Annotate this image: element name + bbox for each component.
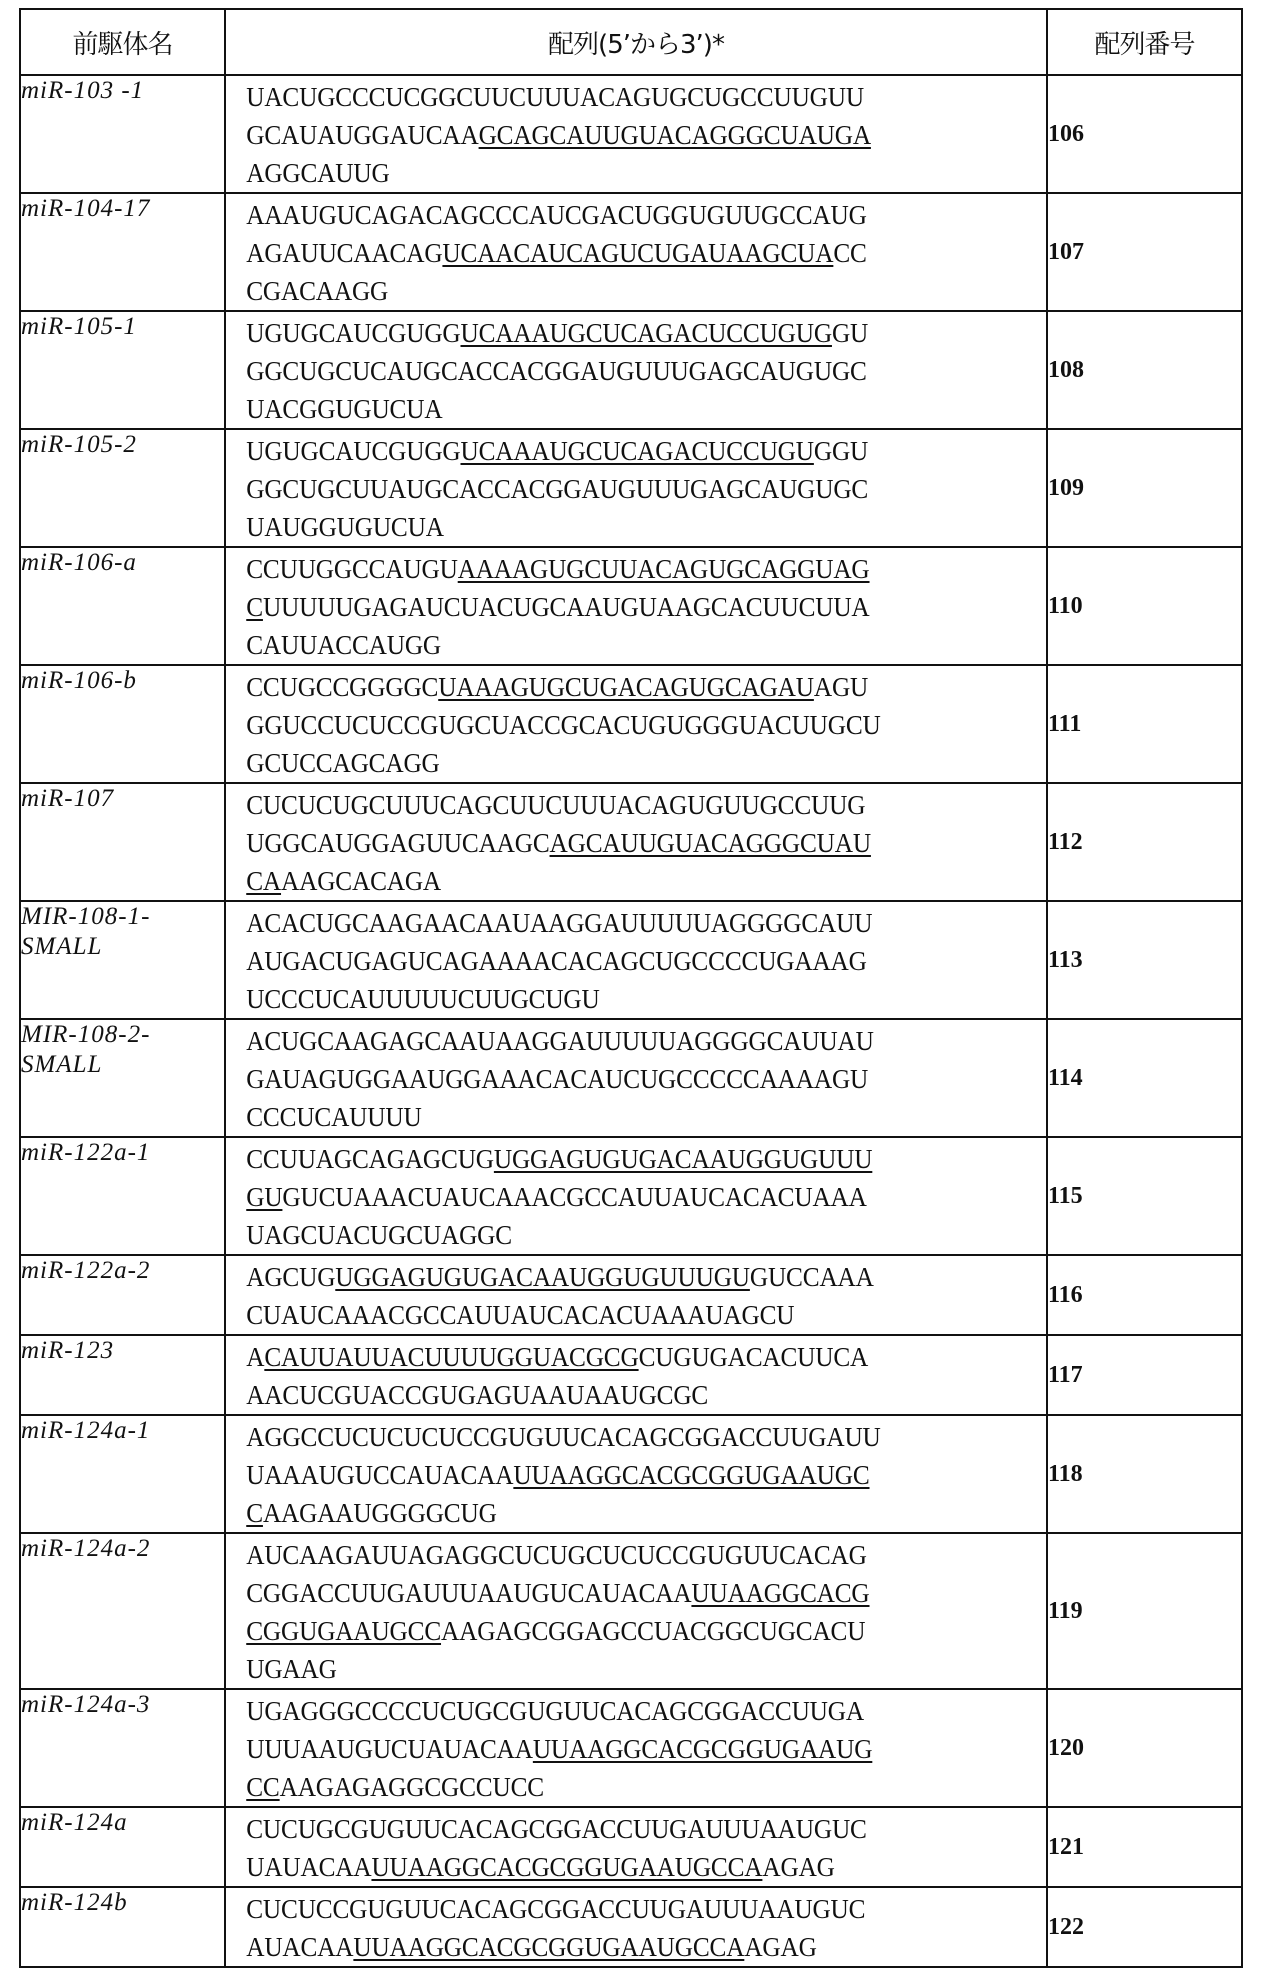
sequence-line (246, 824, 980, 862)
precursor-name-cell: miR-123 (20, 1335, 225, 1415)
sequence-segment: AGAG (762, 1851, 835, 1882)
sequence-segment: GGUCCUCUCCGUGCUACCGCACUGUGGGUACUUGCU (246, 709, 881, 740)
sequence-text (226, 76, 980, 192)
mature-mirna-segment: UCAACAUCAGUCUGAUAAGCUA (442, 237, 834, 268)
sequence-line (246, 1022, 980, 1060)
sequence-segment: GUCCAAA (749, 1261, 874, 1292)
sequence-text (226, 1138, 980, 1254)
sequence-segment: UAGCUACUGCUAGGC (246, 1219, 512, 1250)
table-header-row (20, 9, 1242, 75)
sequence-line (246, 1178, 980, 1216)
table-row (20, 193, 1242, 311)
mature-mirna-segment: UUAAGGCACGCGGUGAAUGC (513, 1459, 870, 1490)
sequence-segment: UAAAUGUCCAUACAA (246, 1459, 514, 1490)
sequence-cell (225, 901, 1047, 1019)
table-row (20, 547, 1242, 665)
sequence-line (246, 942, 980, 980)
precursor-name-cell: miR-103 -1 (20, 75, 225, 193)
sequence-segment: AGAG (744, 1931, 817, 1962)
sequence-segment: CCCUCAUUUU (246, 1101, 422, 1132)
sequence-segment: AUGACUGAGUCAGAAAACACAGCUGCCCCUGAAAG (246, 945, 867, 976)
seq-id-cell: 122 (1047, 1887, 1242, 1967)
sequence-line (246, 390, 980, 428)
table-row (20, 311, 1242, 429)
sequence-segment: CCUUGGCCAUGU (246, 553, 458, 584)
sequence-cell (225, 547, 1047, 665)
sequence-segment: AUACAA (246, 1931, 354, 1962)
table-row (20, 1137, 1242, 1255)
sequence-cell (225, 1335, 1047, 1415)
sequence-cell (225, 1255, 1047, 1335)
sequence-line (246, 352, 980, 390)
mature-mirna-segment: UUAAGGCACG (691, 1577, 870, 1608)
sequence-line (246, 314, 980, 352)
sequence-segment: CC (833, 237, 867, 268)
mature-mirna-segment: CC (246, 1771, 280, 1802)
sequence-segment: AAGAGAGGCGCCUCC (279, 1771, 544, 1802)
sequence-line (246, 196, 980, 234)
seq-id-cell: 110 (1047, 547, 1242, 665)
sequence-text (226, 1416, 980, 1532)
table-row (20, 783, 1242, 901)
precursor-name-cell: miR-104-17 (20, 193, 225, 311)
mature-mirna-segment: UCAAAUGCUCAGACUCCUGU (460, 435, 814, 466)
table-row (20, 901, 1242, 1019)
sequence-segment: AGGCAUUG (246, 157, 390, 188)
sequence-line (246, 588, 980, 626)
sequence-line (246, 1216, 980, 1254)
sequence-segment: AUCAAGAUUAGAGGCUCUGCUCUCCGUGUUCACAG (246, 1539, 867, 1570)
sequence-line (246, 626, 980, 664)
mature-mirna-segment: CAUUAUUACUUUUGGUACGCG (264, 1341, 639, 1372)
sequence-line (246, 1730, 980, 1768)
table-row (20, 75, 1242, 193)
sequence-cell (225, 75, 1047, 193)
sequence-segment: UACGGUGUCUA (246, 393, 443, 424)
sequence-segment: AGAUUCAACAG (246, 237, 443, 268)
sequence-line (246, 550, 980, 588)
seq-id-cell: 120 (1047, 1689, 1242, 1807)
table-body (20, 75, 1242, 1967)
sequence-line (246, 234, 980, 272)
sequence-segment: UAUGGUGUCUA (246, 511, 444, 542)
sequence-line (246, 786, 980, 824)
precursor-name-cell: miR-124a (20, 1807, 225, 1887)
sequence-cell (225, 1887, 1047, 1967)
sequence-line (246, 1376, 980, 1414)
sequence-line (246, 1612, 980, 1650)
sequence-segment: CGGACCUUGAUUUAAUGUCAUACAA (246, 1577, 692, 1608)
sequence-segment: UAUACAA (246, 1851, 372, 1882)
mature-mirna-segment: CA (246, 865, 282, 896)
mature-mirna-segment: UUAAGGCACGCGGUGAAUGCCA (353, 1931, 745, 1962)
sequence-text (226, 1808, 980, 1886)
sequence-segment: UUUAAUGUCUAUACAA (246, 1733, 533, 1764)
table-row (20, 1019, 1242, 1137)
precursor-name-cell: miR-124a-1 (20, 1415, 225, 1533)
mature-mirna-segment: UUAAGGCACGCGGUGAAUGCCA (371, 1851, 763, 1882)
sequence-line (246, 1848, 980, 1886)
sequence-segment: UGUGCAUCGUGG (246, 435, 461, 466)
seq-id-cell: 118 (1047, 1415, 1242, 1533)
seq-id-cell: 111 (1047, 665, 1242, 783)
mature-mirna-segment: UCAAAUGCUCAGACUCCUGUG (460, 317, 832, 348)
table-row (20, 1807, 1242, 1887)
sequence-segment: CUCUCUGCUUUCAGCUUCUUUACAGUGUUGCCUUG (246, 789, 866, 820)
mature-mirna-segment: CGGUGAAUGCC (246, 1615, 442, 1646)
sequence-line (246, 904, 980, 942)
sequence-segment: UGGCAUGGAGUUCAAGC (246, 827, 550, 858)
sequence-text (226, 194, 980, 310)
sequence-segment: GGCUGCUUAUGCACCACGGAUGUUUGAGCAUGUGC (246, 473, 869, 504)
sequence-segment: AGGCCUCUCUCUCCGUGUUCACAGCGGACCUUGAUU (246, 1421, 881, 1452)
sequence-line (246, 1418, 980, 1456)
sequence-segment: ACACUGCAAGAACAAUAAGGAUUUUUAGGGGCAUU (246, 907, 873, 938)
seq-id-cell: 108 (1047, 311, 1242, 429)
sequence-cell (225, 1019, 1047, 1137)
sequence-cell (225, 1807, 1047, 1887)
mature-mirna-segment: AGCAUUGUACAGGGCUAU (549, 827, 871, 858)
header-precursor-name: 前駆体名 (20, 9, 225, 75)
precursor-name-cell: miR-122a-1 (20, 1137, 225, 1255)
sequence-cell (225, 665, 1047, 783)
table-row (20, 1335, 1242, 1415)
sequence-line (246, 1098, 980, 1136)
sequence-cell (225, 193, 1047, 311)
sequence-text (226, 1534, 980, 1688)
sequence-text (226, 666, 980, 782)
sequence-line (246, 1928, 980, 1966)
seq-id-cell: 114 (1047, 1019, 1242, 1137)
sequence-segment: GU (831, 317, 869, 348)
seq-id-cell: 112 (1047, 783, 1242, 901)
seq-id-cell: 109 (1047, 429, 1242, 547)
sequence-line (246, 1494, 980, 1532)
sequence-line (246, 1574, 980, 1612)
seq-id-cell: 107 (1047, 193, 1242, 311)
precursor-name-cell: miR-106-b (20, 665, 225, 783)
seq-id-cell: 116 (1047, 1255, 1242, 1335)
precursor-name-cell: miR-124a-3 (20, 1689, 225, 1807)
seq-id-cell: 113 (1047, 901, 1242, 1019)
mature-mirna-segment: GCAGCAUUGUACAGGGCUAUGA (478, 119, 871, 150)
sequence-cell (225, 1137, 1047, 1255)
header-sequence: 配列(5’から3’)* (225, 9, 1047, 75)
sequence-text (226, 902, 980, 1018)
mature-mirna-segment: GU (246, 1181, 283, 1212)
sequence-segment: CUAUCAAACGCCAUUAUCACACUAAAUAGCU (246, 1299, 795, 1330)
sequence-text (226, 784, 980, 900)
sequence-line (246, 1060, 980, 1098)
table-row (20, 1255, 1242, 1335)
sequence-line (246, 1456, 980, 1494)
precursor-name-cell: MIR-108-2- SMALL (20, 1019, 225, 1137)
sequence-line (246, 706, 980, 744)
sequence-cell (225, 1415, 1047, 1533)
sequence-segment: ACUGCAAGAGCAAUAAGGAUUUUUAGGGGCAUUAU (246, 1025, 874, 1056)
mature-mirna-segment: UGGAGUGUGACAAUGGUGUUU (493, 1143, 873, 1174)
sequence-line (246, 1650, 980, 1688)
sequence-segment: AGCUG (246, 1261, 336, 1292)
header-seq-id: 配列番号 (1047, 9, 1242, 75)
sequence-line (246, 432, 980, 470)
sequence-segment: CUCUGCGUGUUCACAGCGGACCUUGAUUUAAUGUC (246, 1813, 867, 1844)
precursor-name-cell: miR-124b (20, 1887, 225, 1967)
sequence-text (226, 1888, 980, 1966)
seq-id-cell: 106 (1047, 75, 1242, 193)
mature-mirna-segment: UGGAGUGUGACAAUGGUGUUUGU (335, 1261, 750, 1292)
sequence-text (226, 1336, 980, 1414)
sequence-text (226, 430, 980, 546)
sequence-segment: UCCCUCAUUUUUCUUGCUGU (246, 983, 600, 1014)
sequence-cell (225, 1689, 1047, 1807)
sequence-segment: CUGUGACACUUCA (638, 1341, 869, 1372)
sequence-segment: AAGAAUGGGGCUG (262, 1497, 497, 1528)
sequence-line (246, 1536, 980, 1574)
sequence-cell (225, 783, 1047, 901)
mature-mirna-segment: UAAAGUGCUGACAGUGCAGAU (438, 671, 814, 702)
sequence-line (246, 470, 980, 508)
sequence-line (246, 1692, 980, 1730)
sequence-line (246, 78, 980, 116)
sequence-segment: UUUUUGAGAUCUACUGCAAUGUAAGCACUUCUUA (262, 591, 870, 622)
sequence-segment: A (246, 1341, 265, 1372)
sequence-segment: UGAGGGCCCCUCUGCGUGUUCACAGCGGACCUUGA (246, 1695, 864, 1726)
precursor-name-cell: miR-105-1 (20, 311, 225, 429)
sequence-segment: GCUCCAGCAGG (246, 747, 440, 778)
mature-mirna-segment: C (246, 1497, 263, 1528)
seq-id-cell: 121 (1047, 1807, 1242, 1887)
sequence-segment: GGU (813, 435, 869, 466)
table-row (20, 1689, 1242, 1807)
precursor-name-cell: miR-122a-2 (20, 1255, 225, 1335)
sequence-text (226, 548, 980, 664)
sequence-line (246, 1890, 980, 1928)
seq-id-cell: 119 (1047, 1533, 1242, 1689)
sequence-line (246, 1258, 980, 1296)
seq-id-cell: 117 (1047, 1335, 1242, 1415)
sequence-segment: GCAUAUGGAUCAA (246, 119, 479, 150)
precursor-name-cell: miR-107 (20, 783, 225, 901)
table-row (20, 665, 1242, 783)
table-row (20, 1415, 1242, 1533)
sequence-segment: CCUGCCGGGGC (246, 671, 439, 702)
seq-id-cell: 115 (1047, 1137, 1242, 1255)
sequence-line (246, 1140, 980, 1178)
sequence-line (246, 1338, 980, 1376)
mature-mirna-segment: AAAAGUGCUUACAGUGCAGGUAG (457, 553, 870, 584)
table-row (20, 1533, 1242, 1689)
sequence-line (246, 744, 980, 782)
sequence-line (246, 1768, 980, 1806)
sequence-cell (225, 429, 1047, 547)
sequence-line (246, 980, 980, 1018)
sequence-line (246, 116, 980, 154)
sequence-segment: AACUCGUACCGUGAGUAAUAAUGCGC (246, 1379, 709, 1410)
mature-mirna-segment: UUAAGGCACGCGGUGAAUG (532, 1733, 873, 1764)
precursor-name-cell: MIR-108-1- SMALL (20, 901, 225, 1019)
sequence-segment: CAUUACCAUGG (246, 629, 442, 660)
mature-mirna-segment: C (246, 591, 263, 622)
sequence-text (226, 1256, 980, 1334)
sequence-segment: UGUGCAUCGUGG (246, 317, 461, 348)
table-row (20, 429, 1242, 547)
sequence-line (246, 862, 980, 900)
precursor-name-cell: miR-124a-2 (20, 1533, 225, 1689)
sequence-text (226, 1020, 980, 1136)
precursor-name-cell: miR-106-a (20, 547, 225, 665)
sequence-segment: AAAUGUCAGACAGCCCAUCGACUGGUGUUGCCAUG (246, 199, 867, 230)
sequence-line (246, 272, 980, 310)
sequence-text (226, 1690, 980, 1806)
sequence-segment: GAUAGUGGAAUGGAAACACAUCUGCCCCCAAAAGU (246, 1063, 869, 1094)
sequence-segment: GUCUAAACUAUCAAACGCCAUUAUCACACUAAA (282, 1181, 867, 1212)
sequence-text (226, 312, 980, 428)
table-row (20, 1887, 1242, 1967)
precursor-name-cell: miR-105-2 (20, 429, 225, 547)
sequence-segment: CUCUCCGUGUUCACAGCGGACCUUGAUUUAAUGUC (246, 1893, 866, 1924)
sequence-segment: CGACAAGG (246, 275, 389, 306)
sequence-cell (225, 311, 1047, 429)
sequence-segment: UGAAG (246, 1653, 337, 1684)
sequence-line (246, 1810, 980, 1848)
sequence-line (246, 154, 980, 192)
sequence-line (246, 1296, 980, 1334)
sequence-segment: GGCUGCUCAUGCACCACGGAUGUUUGAGCAUGUGC (246, 355, 867, 386)
sequence-table (19, 8, 1243, 1968)
sequence-segment: AAGCACAGA (281, 865, 442, 896)
sequence-line (246, 668, 980, 706)
sequence-segment: AGU (813, 671, 869, 702)
sequence-segment: UACUGCCCUCGGCUUCUUUACAGUGCUGCCUUGUU (246, 81, 864, 112)
sequence-line (246, 508, 980, 546)
sequence-segment: AAGAGCGGAGCCUACGGCUGCACU (441, 1615, 866, 1646)
sequence-segment: CCUUAGCAGAGCUG (246, 1143, 494, 1174)
sequence-cell (225, 1533, 1047, 1689)
